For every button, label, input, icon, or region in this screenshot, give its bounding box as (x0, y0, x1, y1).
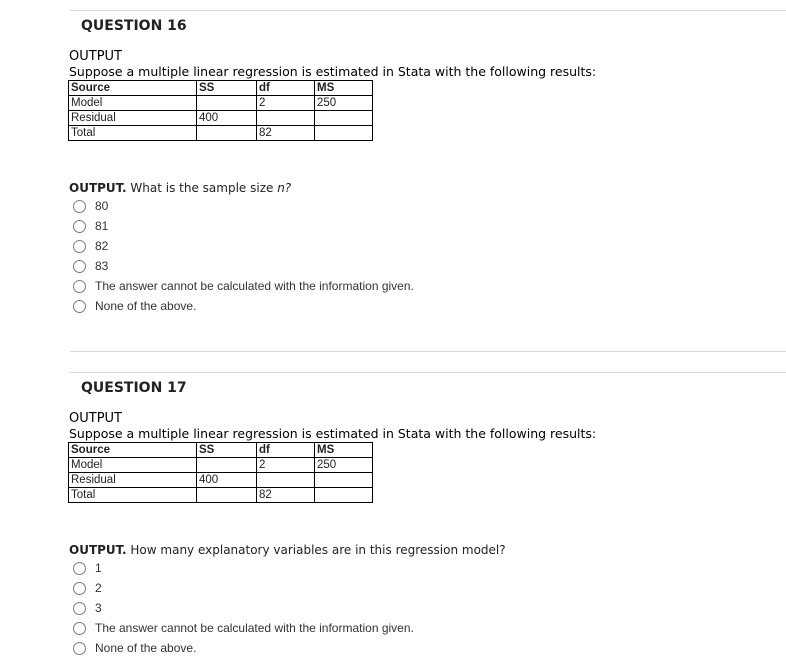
output-heading: OUTPUT (69, 411, 122, 426)
table-cell: 400 (197, 111, 257, 126)
divider-middle-2 (70, 372, 786, 373)
question-prompt (69, 181, 291, 195)
table-cell: Total (69, 488, 197, 503)
prompt-variable: n? (277, 181, 292, 195)
question-intro: Suppose a multiple linear regression is estimated in Stata with the following results: (69, 426, 597, 441)
option-label: 1 (95, 561, 102, 575)
header-cell: Source (69, 443, 197, 458)
table-cell: 2 (257, 458, 315, 473)
option-label: None of the above. (95, 641, 197, 655)
answer-option[interactable] (73, 236, 414, 256)
table-row (69, 473, 373, 488)
radio-button[interactable] (73, 642, 86, 655)
option-label: 81 (95, 219, 109, 233)
option-label: 2 (95, 581, 102, 595)
table-cell (315, 488, 373, 503)
table-cell (315, 111, 373, 126)
regression-table (68, 442, 373, 503)
table-cell: 250 (315, 458, 373, 473)
prompt-label: OUTPUT. (69, 543, 127, 557)
output-heading: OUTPUT (69, 49, 122, 64)
radio-button[interactable] (73, 260, 86, 273)
table-cell (197, 488, 257, 503)
answer-option[interactable] (73, 598, 414, 618)
table-cell: Residual (69, 473, 197, 488)
answer-option[interactable] (73, 638, 414, 658)
header-cell: SS (197, 443, 257, 458)
header-cell: MS (315, 443, 373, 458)
radio-button[interactable] (73, 622, 86, 635)
radio-button[interactable] (73, 562, 86, 575)
radio-button[interactable] (73, 300, 86, 313)
table-cell (315, 126, 373, 141)
table-row (69, 488, 373, 503)
radio-button[interactable] (73, 200, 86, 213)
question-prompt (69, 543, 506, 557)
prompt-text: What is the sample size (126, 181, 278, 195)
header-cell: Source (69, 81, 197, 96)
answer-option[interactable] (73, 578, 414, 598)
option-label: The answer cannot be calculated with the information given. (95, 621, 414, 635)
table-row (69, 111, 373, 126)
header-cell: df (257, 81, 315, 96)
radio-button[interactable] (73, 220, 86, 233)
header-cell: SS (197, 81, 257, 96)
option-label: None of the above. (95, 299, 197, 313)
table-cell: 82 (257, 488, 315, 503)
answer-option[interactable] (73, 196, 414, 216)
table-cell: 2 (257, 96, 315, 111)
answer-options (73, 558, 414, 658)
table-header-row (69, 81, 373, 96)
answer-option[interactable] (73, 296, 414, 316)
table-cell: 400 (197, 473, 257, 488)
header-cell: df (257, 443, 315, 458)
radio-button[interactable] (73, 240, 86, 253)
table-cell: Model (69, 96, 197, 111)
option-label: The answer cannot be calculated with the information given. (95, 279, 414, 293)
answer-options (73, 196, 414, 316)
option-label: 80 (95, 199, 109, 213)
table-row (69, 126, 373, 141)
header-cell: MS (315, 81, 373, 96)
question-title: QUESTION 17 (81, 380, 187, 396)
radio-button[interactable] (73, 582, 86, 595)
answer-option[interactable] (73, 256, 414, 276)
table-row (69, 96, 373, 111)
table-cell: Model (69, 458, 197, 473)
table-row (69, 458, 373, 473)
table-header-row (69, 443, 373, 458)
table-cell (197, 458, 257, 473)
divider-top (70, 10, 786, 11)
answer-option[interactable] (73, 276, 414, 296)
table-cell: 82 (257, 126, 315, 141)
prompt-text: How many explanatory variables are in this regression model? (126, 543, 506, 557)
answer-option[interactable] (73, 558, 414, 578)
radio-button[interactable] (73, 280, 86, 293)
table-cell (315, 473, 373, 488)
radio-button[interactable] (73, 602, 86, 615)
option-label: 3 (95, 601, 102, 615)
answer-option[interactable] (73, 618, 414, 638)
question-title: QUESTION 16 (81, 18, 187, 34)
prompt-label: OUTPUT. (69, 181, 127, 195)
answer-option[interactable] (73, 216, 414, 236)
table-cell: 250 (315, 96, 373, 111)
option-label: 83 (95, 259, 109, 273)
table-cell: Total (69, 126, 197, 141)
divider-middle-1 (70, 351, 786, 352)
table-cell (197, 126, 257, 141)
table-cell: Residual (69, 111, 197, 126)
table-cell (257, 111, 315, 126)
question-intro: Suppose a multiple linear regression is estimated in Stata with the following results: (69, 64, 597, 79)
option-label: 82 (95, 239, 109, 253)
regression-table (68, 80, 373, 141)
table-cell (197, 96, 257, 111)
table-cell (257, 473, 315, 488)
